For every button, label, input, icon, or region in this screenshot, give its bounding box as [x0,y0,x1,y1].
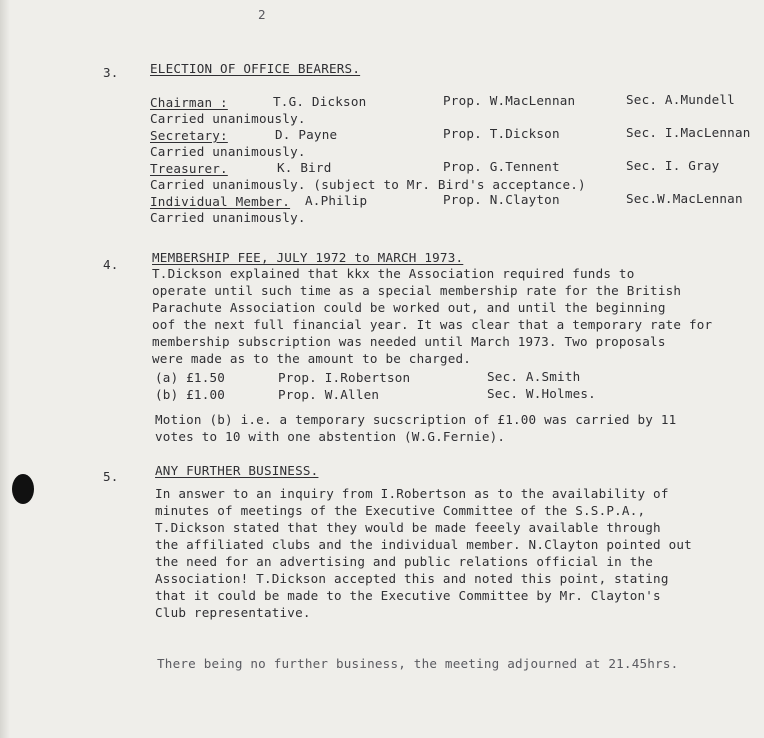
option-a-label: (a) £1.50 [155,370,226,385]
s4-line-6: were made as to the amount to be charged. [152,351,472,366]
s4-line-4: oof the next full financial year. It was clear that a temporary rate for [152,317,713,332]
option-b-prop: Prop. W.Allen [278,387,380,402]
s5-line-7: that it could be made to the Executive Committee by Mr. Clayton's [155,588,661,603]
option-a-prop: Prop. I.Robertson [278,370,411,385]
punch-hole [12,474,34,504]
s5-line-5: the need for an advertising and public relations official in the [155,554,654,569]
motion-line-1: Motion (b) i.e. a temporary sucscription of £1.00 was carried by 11 [155,412,677,427]
chairman-name: T.G. Dickson [273,94,367,109]
s4-line-3: Parachute Association could be worked out, and until the beginning [152,300,666,315]
page-mark: 2 [258,7,266,22]
secretary-note: Carried unanimously. [150,144,306,159]
secretary-sec: Sec. I.MacLennan [626,125,751,140]
section-5-number: 5. [103,469,119,484]
s5-line-8: Club representative. [155,605,311,620]
secretary-role: Secretary: [150,128,228,143]
chairman-prop: Prop. W.MacLennan [443,93,576,108]
option-a-sec: Sec. A.Smith [487,369,581,384]
s4-line-1: T.Dickson explained that kkx the Association required funds to [152,266,635,281]
member-sec: Sec.W.MacLennan [626,191,743,206]
treasurer-role: Treasurer. [150,161,228,176]
page-edge-shadow [0,0,10,738]
s5-line-4: the affiliated clubs and the individual member. N.Clayton pointed out [155,537,692,552]
chairman-note: Carried unanimously. [150,111,306,126]
motion-line-2: votes to 10 with one abstention (W.G.Fernie). [155,429,506,444]
s5-line-1: In answer to an inquiry from I.Robertson as to the availability of [155,486,669,501]
section-3-number: 3. [103,65,119,80]
section-3-heading: ELECTION OF OFFICE BEARERS. [150,61,361,76]
treasurer-prop: Prop. G.Tennent [443,159,560,174]
option-b-label: (b) £1.00 [155,387,226,402]
s5-line-3: T.Dickson stated that they would be made feeely available through [155,520,661,535]
member-name: A.Philip [305,193,368,208]
s5-line-6: Association! T.Dickson accepted this and noted this point, stating [155,571,669,586]
section-4-heading: MEMBERSHIP FEE, JULY 1972 to MARCH 1973. [152,250,464,265]
secretary-prop: Prop. T.Dickson [443,126,560,141]
section-5-heading: ANY FURTHER BUSINESS. [155,463,319,478]
section-4-number: 4. [103,257,119,272]
member-prop: Prop. N.Clayton [443,192,560,207]
treasurer-sec: Sec. I. Gray [626,158,720,173]
chairman-role: Chairman : [150,95,228,110]
member-note: Carried unanimously. [150,210,306,225]
s5-line-2: minutes of meetings of the Executive Committee of the S.S.P.A., [155,503,646,518]
treasurer-note: Carried unanimously. (subject to Mr. Bird's acceptance.) [150,177,586,192]
member-role: Individual Member. [150,194,291,209]
closing-line: There being no further business, the meeting adjourned at 21.45hrs. [157,656,679,671]
treasurer-name: K. Bird [277,160,332,175]
chairman-sec: Sec. A.Mundell [626,92,735,107]
option-b-sec: Sec. W.Holmes. [487,386,596,401]
s4-line-2: operate until such time as a special membership rate for the British [152,283,682,298]
secretary-name: D. Payne [275,127,338,142]
s4-line-5: membership subscription was needed until March 1973. Two proposals [152,334,666,349]
